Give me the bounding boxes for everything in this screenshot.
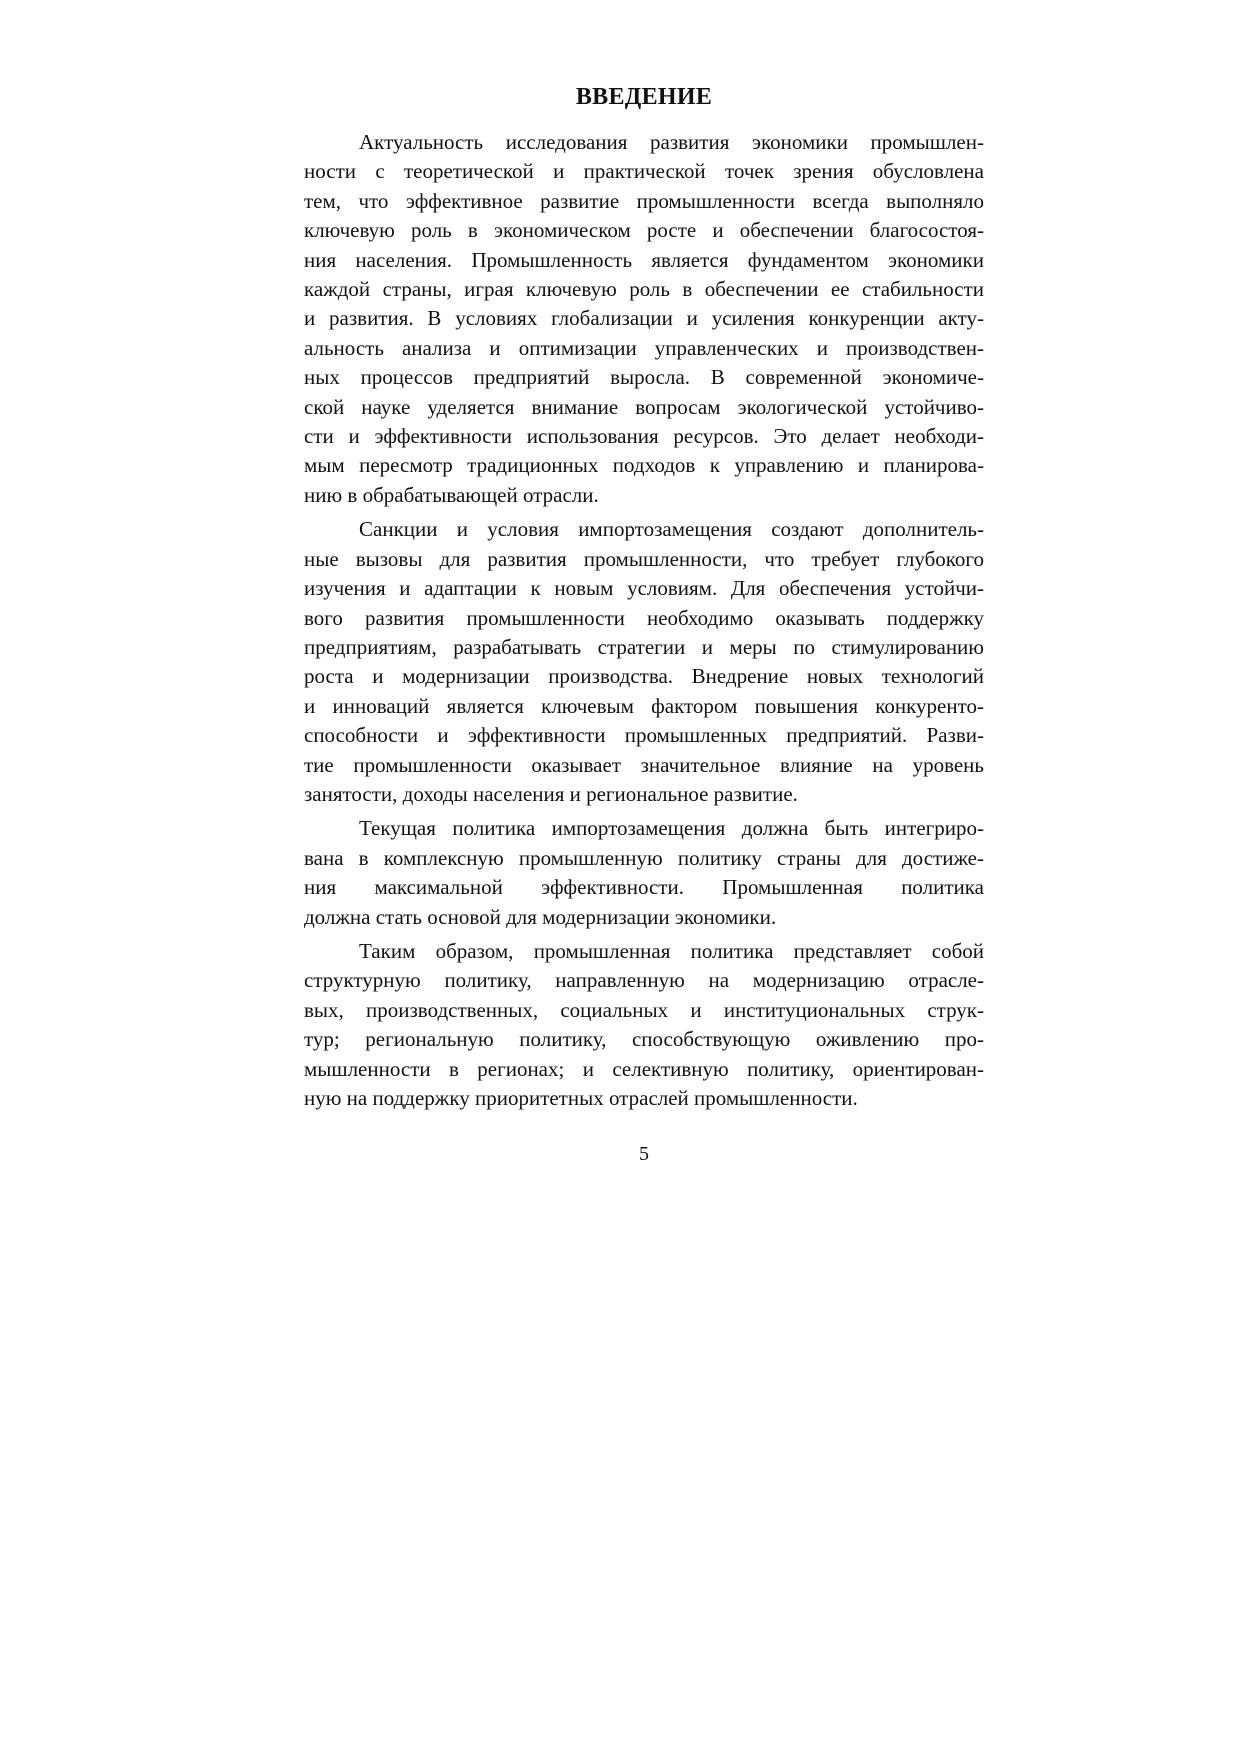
paragraph — [304, 515, 984, 809]
text-line: вых, производственных, социальных и институциональных струк- — [304, 997, 984, 1022]
text-line: ных процессов предприятий выросла. В современной экономиче- — [304, 365, 984, 390]
text-line: ской науке уделяется внимание вопросам экологической устойчиво- — [304, 394, 984, 419]
text-line: ния максимальной эффективности. Промышленная политика — [304, 875, 984, 900]
text-line: каждой страны, играя ключевую роль в обеспечении ее стабильности — [304, 277, 984, 302]
text-line: должна стать основой для модернизации экономики. — [304, 904, 777, 929]
text-line: и инноваций является ключевым фактором повышения конкуренто- — [304, 693, 984, 718]
text-line: мым пересмотр традиционных подходов к управлению и планирова- — [304, 453, 984, 478]
text-line: тие промышленности оказывает значительное влияние на уровень — [304, 752, 984, 777]
text-line: структурную политику, направленную на модернизацию отрасле- — [304, 968, 984, 993]
text-line: ния населения. Промышленность является фундаментом экономики — [304, 247, 984, 272]
text-line: мышленности в регионах; и селективную политику, ориентирован- — [304, 1056, 984, 1081]
section-heading: ВВЕДЕНИЕ — [575, 84, 713, 110]
text-line: альность анализа и оптимизации управленческих и производствен- — [304, 335, 984, 360]
text-line: вого развития промышленности необходимо оказывать поддержку — [304, 605, 984, 630]
text-line: тем, что эффективное развитие промышленности всегда выполняло — [304, 188, 984, 213]
text-line: вана в комплексную промышленную политику страны для достиже- — [304, 845, 984, 870]
text-line: сти и эффективности использования ресурсов. Это делает необходи- — [304, 424, 984, 449]
text-line: Текущая политика импортозамещения должна быть интегриро- — [359, 816, 984, 841]
text-line: и развития. В условиях глобализации и усиления конкуренции акту- — [304, 306, 984, 331]
text-line: способности и эффективности промышленных предприятий. Разви- — [304, 723, 984, 748]
text-line: ные вызовы для развития промышленности, что требует глубокого — [304, 546, 984, 571]
text-line: Актуальность исследования развития экономики промышлен- — [359, 130, 984, 154]
page-number: 5 — [639, 1143, 649, 1165]
text-line: нию в обрабатывающей отрасли. — [304, 482, 599, 507]
paragraph — [304, 814, 984, 932]
text-line: Санкции и условия импортозамещения создают дополнитель- — [359, 517, 984, 542]
text-line: предприятиям, разрабатывать стратегии и меры по стимулированию — [304, 634, 984, 659]
paragraph — [304, 128, 984, 510]
paragraph — [304, 937, 984, 1113]
text-line: роста и модернизации производства. Внедрение новых технологий — [304, 664, 984, 689]
text-line: изучения и адаптации к новым условиям. Для обеспечения устойчи- — [304, 576, 984, 601]
text-line: ности с теоретической и практической точек зрения обусловлена — [304, 159, 984, 184]
text-line: занятости, доходы населения и региональное развитие. — [304, 781, 798, 806]
text-line: ключевую роль в экономическом росте и обеспечении благосостоя- — [304, 218, 984, 243]
body-text — [304, 128, 984, 1113]
text-line: тур; региональную политику, способствующую оживлению про- — [304, 1027, 984, 1052]
text-line: ную на поддержку приоритетных отраслей промышленности. — [304, 1086, 858, 1110]
document-page — [304, 82, 984, 1118]
text-line: Таким образом, промышленная политика представляет собой — [359, 938, 984, 963]
